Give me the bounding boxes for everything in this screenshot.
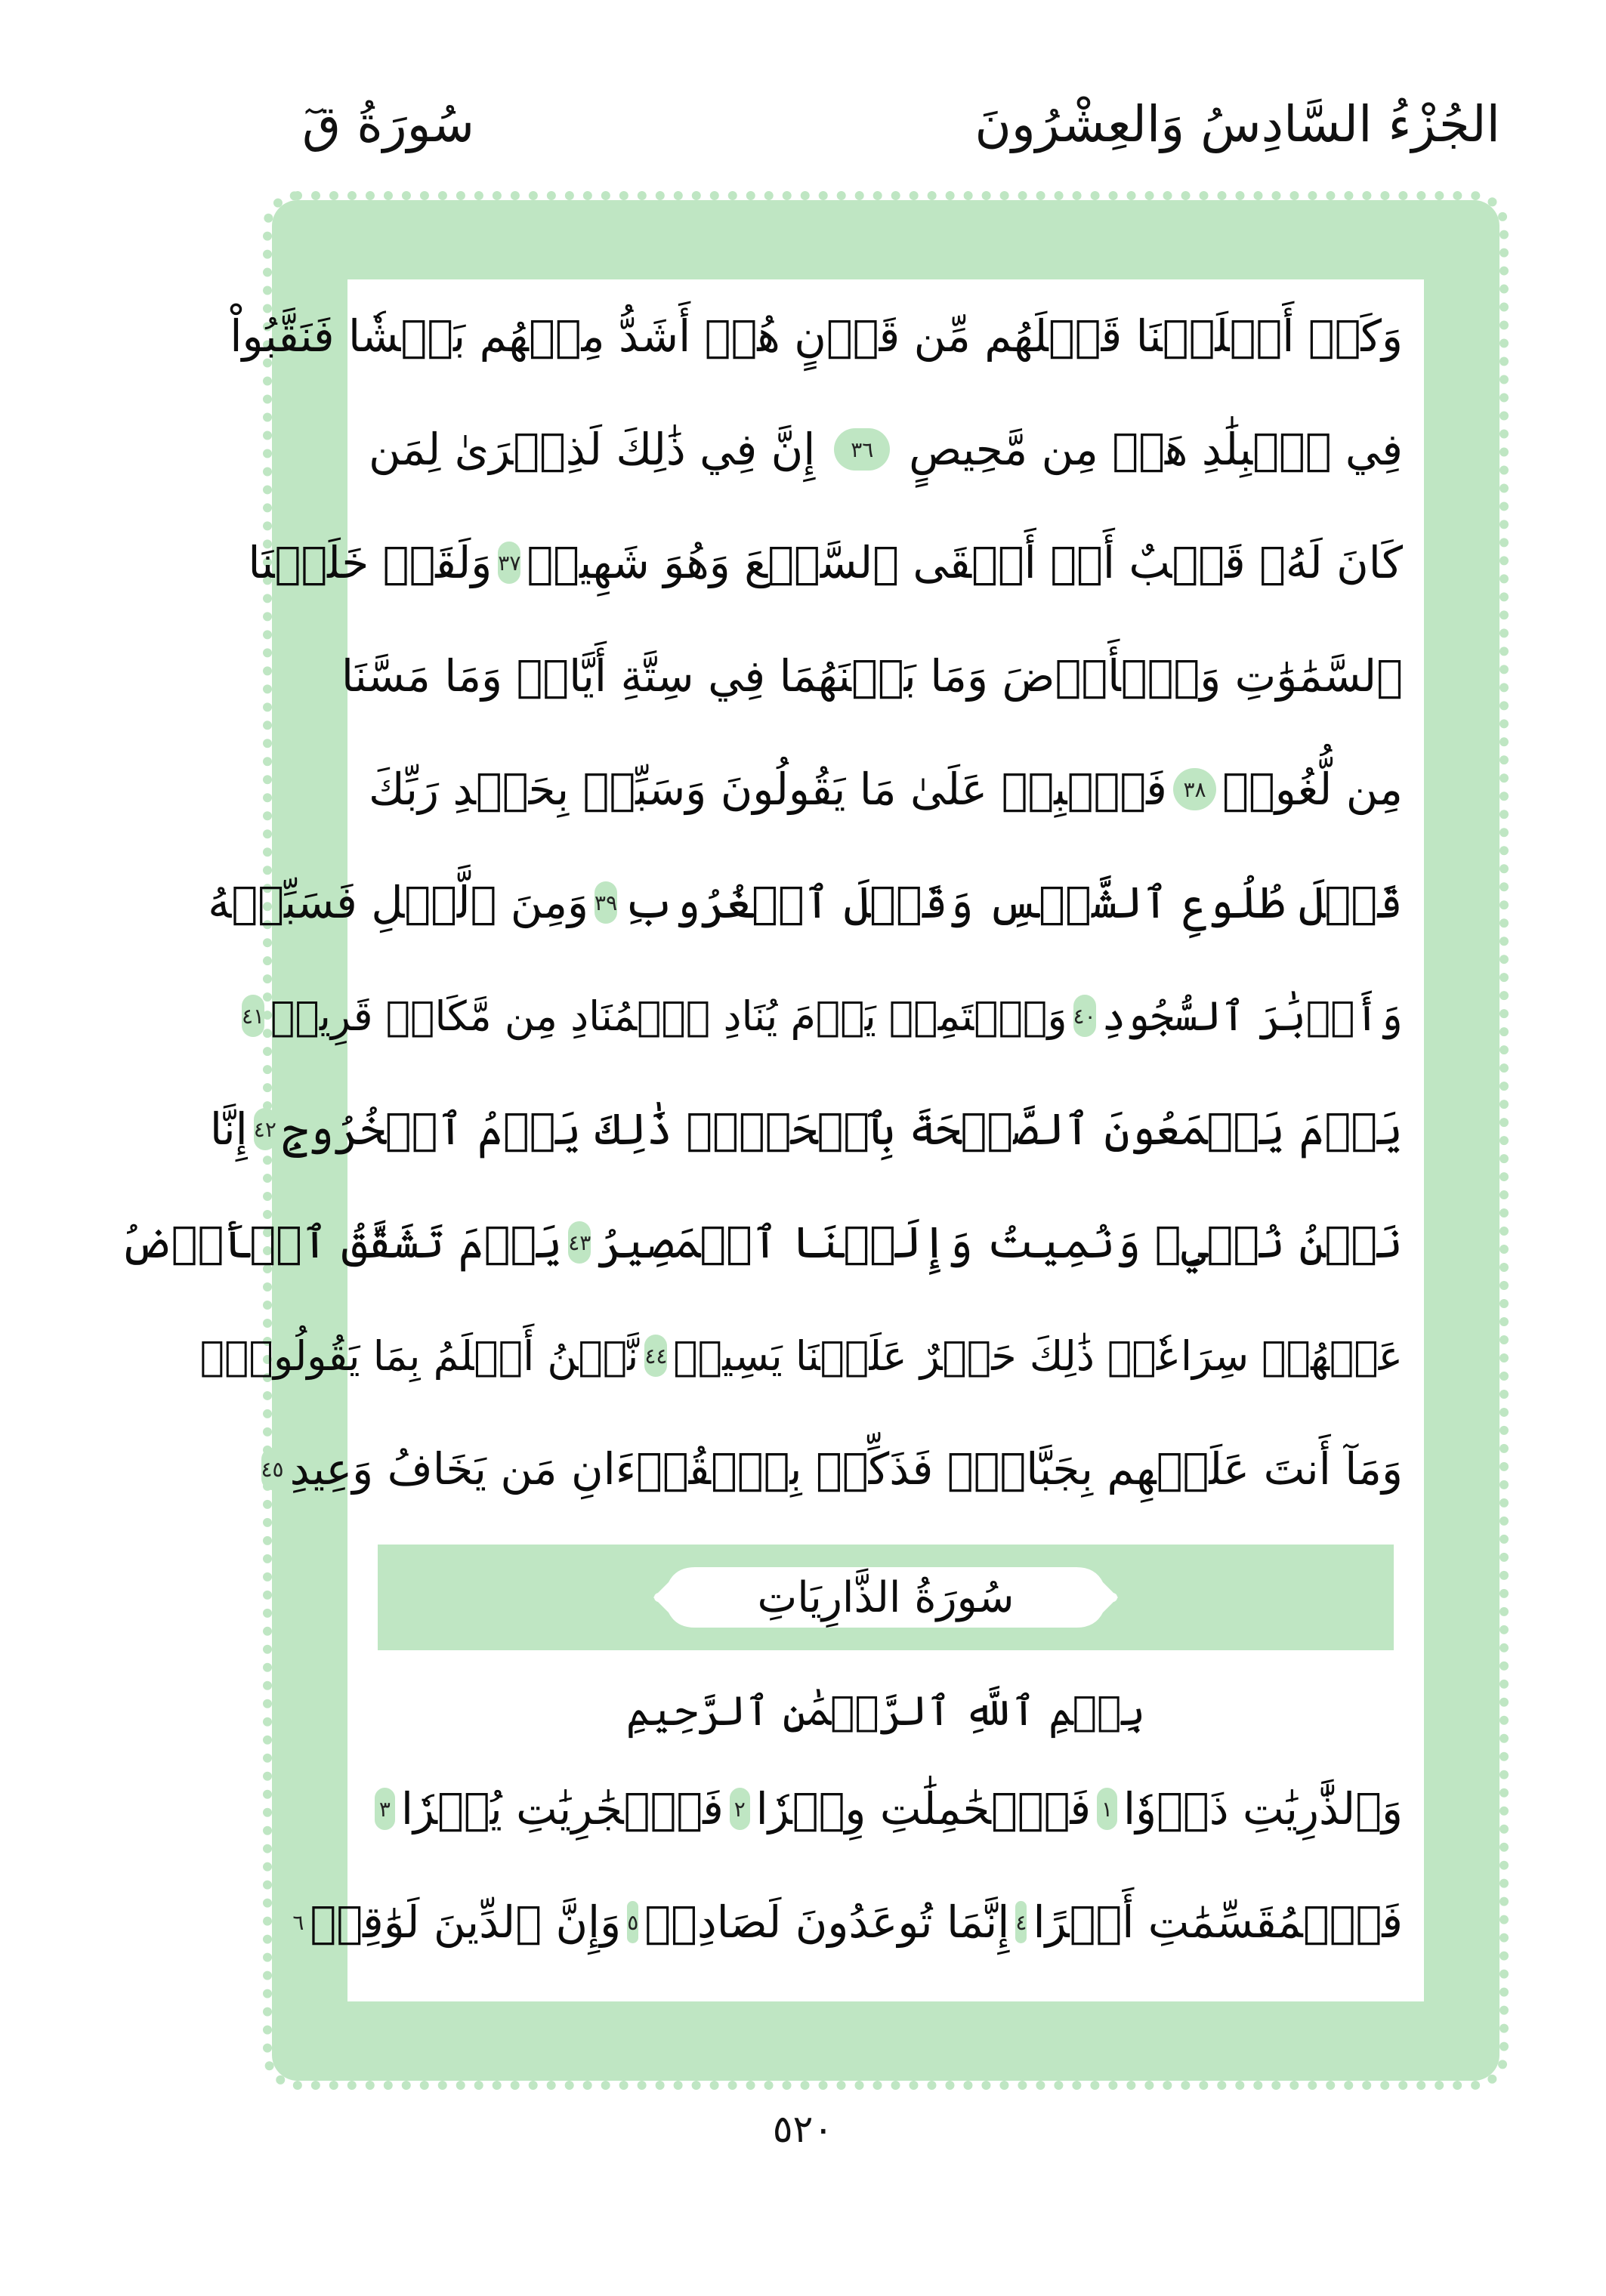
- ayah-marker: ٤١: [242, 995, 264, 1037]
- verse-line: [369, 1760, 1403, 1858]
- verse-text: عَنۡهُمۡ سِرَاعٗاۚ ذَٰلِكَ حَشۡرٌ عَلَيۡنَا يَسِيرٞ: [673, 1332, 1403, 1380]
- basmala: بِسۡمِ ٱللَّهِ ٱلرَّحۡمَٰنِ ٱلرَّحِيمِ: [625, 1687, 1146, 1735]
- ayah-marker: ٣٩: [595, 881, 617, 924]
- verse-line: [199, 1307, 1403, 1405]
- verse-text: يَوۡمَ تَشَقَّقُ ٱلۡأَرۡضُ: [119, 1217, 563, 1268]
- verse-line: [369, 400, 1403, 498]
- verse-text: إِنَّ فِي ذَٰلِكَ لَذِكۡرَىٰ لِمَن: [369, 424, 816, 475]
- verse-line: [242, 967, 1403, 1065]
- verse-text: وَأَدۡبَٰرَ ٱلسُّجُودِ: [1101, 992, 1403, 1040]
- ayah-marker: ٣٨: [1173, 768, 1216, 810]
- ayah-marker: ٤٢: [254, 1108, 276, 1150]
- verse-line: [248, 514, 1403, 612]
- ayah-marker: ٢: [730, 1788, 750, 1830]
- ayah-marker: ٤٠: [1073, 995, 1096, 1037]
- verse-line: [119, 1193, 1403, 1292]
- verse-text: وَمِنَ ٱلَّيۡلِ فَسَبِّحۡهُ: [208, 877, 589, 928]
- surah-banner: [378, 1545, 1394, 1650]
- verse-line: [209, 1080, 1403, 1178]
- verse-line: [208, 853, 1403, 952]
- surah-banner-title: سُورَةُ الذَّارِيَاتِ: [757, 1572, 1015, 1622]
- verse-text: فَٱلۡحَٰمِلَٰتِ وِقۡرٗا: [755, 1783, 1092, 1835]
- juz-title: الجُزْءُ السَّادِسُ وَالعِشْرُونَ: [974, 95, 1500, 153]
- verse-text: فَٱلۡجَٰرِيَٰتِ يُسۡرٗا: [400, 1783, 724, 1835]
- verse-text: فَٱلۡمُقَسِّمَٰتِ أَمۡرًا: [1033, 1896, 1403, 1948]
- verse-text: فَٱصۡبِرۡ عَلَىٰ مَا يَقُولُونَ وَسَبِّحۡ بِحَمۡدِ رَبِّكَ: [369, 764, 1167, 815]
- ayah-marker: ١: [1097, 1788, 1117, 1830]
- ayah-marker: ٥: [627, 1901, 638, 1943]
- verse-text: نَحۡنُ نُحۡيِۦ وَنُمِيتُ وَإِلَيۡنَا ٱلۡمَصِيرُ: [597, 1217, 1403, 1268]
- ayah-marker: ٦: [292, 1901, 304, 1943]
- verse-text: وَٱسۡتَمِعۡ يَوۡمَ يُنَادِ ٱلۡمُنَادِ مِن مَّكَانٖ قَرِيبٖ: [270, 992, 1067, 1040]
- verse-text: قَبۡلَ طُلُوعِ ٱلشَّمۡسِ وَقَبۡلَ ٱلۡغُرُوبِ: [623, 877, 1403, 928]
- verse-line: [341, 627, 1403, 725]
- verse-line: [261, 1420, 1403, 1518]
- verse-text: يَوۡمَ يَسۡمَعُونَ ٱلصَّيۡحَةَ بِٱلۡحَقِّۚ ذَٰلِكَ يَوۡمُ ٱلۡخُرُوجِ: [282, 1103, 1403, 1155]
- surah-cartouche: [650, 1560, 1122, 1635]
- text-panel: [119, 279, 1424, 2001]
- verse-text: إِنَّمَا تُوعَدُونَ لَصَادِقٞ: [644, 1896, 1010, 1948]
- verse-text: وَمَآ أَنتَ عَلَيۡهِم بِجَبَّارٖۖ فَذَكِّرۡ بِٱلۡقُرۡءَانِ مَن يَخَافُ وَعِيدِ: [289, 1443, 1403, 1495]
- verse-text: ٱلسَّمَٰوَٰتِ وَٱلۡأَرۡضَ وَمَا بَيۡنَهُمَا فِي سِتَّةِ أَيَّامٖ وَمَا مَسَّنَا: [341, 650, 1403, 702]
- verse-line: [292, 1873, 1403, 1971]
- ayah-marker: ٣: [375, 1788, 395, 1830]
- verse-line: [230, 287, 1403, 385]
- verse-text: وَلَقَدۡ خَلَقۡنَا: [248, 537, 493, 588]
- verse-text: وَٱلذَّٰرِيَٰتِ ذَرۡوٗا: [1123, 1783, 1403, 1835]
- verse-text: وَإِنَّ ٱلدِّينَ لَوَٰقِعٞ: [310, 1896, 622, 1948]
- verse-text: مِن لُّغُوبٖ: [1222, 764, 1403, 815]
- ayah-marker: ٤٣: [568, 1221, 591, 1264]
- ayah-marker: ٣٦: [834, 428, 890, 471]
- ayah-marker: ٤٤: [644, 1335, 667, 1377]
- verse-text: وَكَمۡ أَهۡلَكۡنَا قَبۡلَهُم مِّن قَرۡنٍ هُمۡ أَشَدُّ مِنۡهُم بَطۡشٗا فَنَقَّبُواْ: [230, 310, 1403, 362]
- surah-title: سُورَةُ قٓ: [302, 95, 475, 153]
- ayah-marker: ٣٧: [498, 542, 520, 584]
- verse-line: [369, 740, 1403, 838]
- page-header: [0, 0, 1606, 189]
- verse-text: إِنَّا: [209, 1103, 248, 1155]
- ayah-marker: ٤: [1015, 1901, 1027, 1943]
- verse-text: نَّحۡنُ أَعۡلَمُ بِمَا يَقُولُونَۖ: [199, 1332, 639, 1380]
- verse-text: كَانَ لَهُۥ قَلۡبٌ أَوۡ أَلۡقَى ٱلسَّمۡعَ وَهُوَ شَهِيدٞ: [527, 537, 1403, 588]
- page-number: ٥٢٠: [772, 2107, 834, 2151]
- ayah-marker: ٤٥: [261, 1448, 284, 1490]
- verse-text: فِي ٱلۡبِلَٰدِ هَلۡ مِن مَّحِيصٍ: [909, 424, 1403, 475]
